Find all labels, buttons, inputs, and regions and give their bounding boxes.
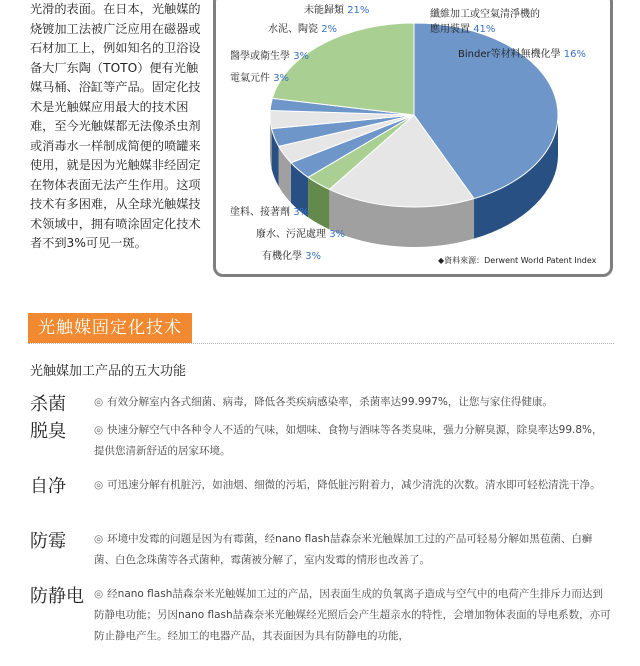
feature-name-selfclean: 自净	[30, 476, 66, 497]
feature-name-antistatic: 防静电	[30, 586, 84, 607]
feature-desc-antistatic: ◎ 经nano flash喆森奈米光触媒加工过的产品，因表面生成的负氧离子造成与空气中的电荷产生排斥力而达到防静电功能；另因nano flash喆森奈米光触媒经光照后会产生超亲水的特性，会增加物体表面的导电系数，亦可防止静电产生。经加工的电器产品，其表面因为具有防静电的功能，	[94, 588, 611, 642]
label-coating: 塗料、接著劑 3%	[230, 207, 310, 218]
label-medical: 醫學或衛生學 3%	[230, 51, 310, 62]
label-wastewater: 廢水、污泥處理 3%	[256, 229, 346, 240]
pie-slice-8	[272, 23, 414, 115]
label-fiber: 纖維加工或空氣清淨機的 應用裝置 41%	[430, 9, 540, 35]
bullet-icon: ◎	[94, 479, 104, 491]
label-binder: Binder等材料無機化學 16%	[458, 49, 587, 60]
section-divider	[28, 343, 614, 344]
bullet-icon: ◎	[94, 533, 104, 545]
feature-desc-antimold: ◎ 环境中发霉的问题是因为有霉菌，经nano flash喆森奈米光触媒加工过的产品可轻易分解如黑苞菌、白癣菌、白色念珠菌等各式菌种，霉菌被分解了，室内发霉的情形也改善了。	[94, 533, 593, 566]
feature-name-antimold: 防霉	[30, 531, 66, 552]
intro-paragraph: 光滑的表面。在日本，光触媒的烧镀加工法被广泛应用在磁器或石材加工上，例如知名的卫浴设备大厂东陶（TOTO）便有光触媒马桶、浴缸等产品。固定化技术是光触媒应用最大的技术困难，至今光触媒都无法像杀虫剂或消毒水一样制成简便的喷罐来使用，就是因为光触媒非经固定在物体表面无法产生作用。这项技术有多困难，从全球光触媒技术领域中，拥有喷涂固定化技术者不到3%可见一斑。	[30, 2, 201, 250]
pie-chart-panel	[213, 0, 613, 277]
feature-name-deodorize: 脱臭	[30, 421, 66, 442]
feature-desc-deodorize: ◎ 快速分解空气中各种令人不适的气味，如烟味、食物与酒味等各类臭味，强力分解臭源，除臭率达99.8%，提供您清新舒适的居家环境。	[94, 424, 603, 457]
label-electrical: 電氣元件 3%	[230, 73, 290, 84]
source-note: ◆資料來源：Derwent World Patent Index	[438, 256, 597, 265]
feature-desc-sterilize: ◎ 有效分解室内各式细菌、病毒，降低各类疾病感染率，杀菌率达99.997%，让您与家住得健康。	[94, 396, 553, 408]
section-title: 光触媒固定化技术	[28, 313, 192, 343]
label-uncategorized: 未能歸類 21%	[304, 5, 370, 16]
feature-name-sterilize: 杀菌	[30, 394, 66, 415]
label-cement: 水泥、陶瓷 2%	[268, 24, 338, 35]
label-organic: 有機化學 3%	[262, 251, 322, 262]
bullet-icon: ◎	[94, 424, 104, 436]
feature-desc-selfclean: ◎ 可迅速分解有机脏污，如油烟、细微的污垢，降低脏污附着力，减少清洗的次数。清水即可轻松清洗干净。	[94, 479, 601, 491]
features-subhead: 光触媒加工产品的五大功能	[30, 364, 187, 379]
bullet-icon: ◎	[94, 588, 104, 600]
bullet-icon: ◎	[94, 396, 104, 408]
intro-text-block	[30, 0, 208, 254]
